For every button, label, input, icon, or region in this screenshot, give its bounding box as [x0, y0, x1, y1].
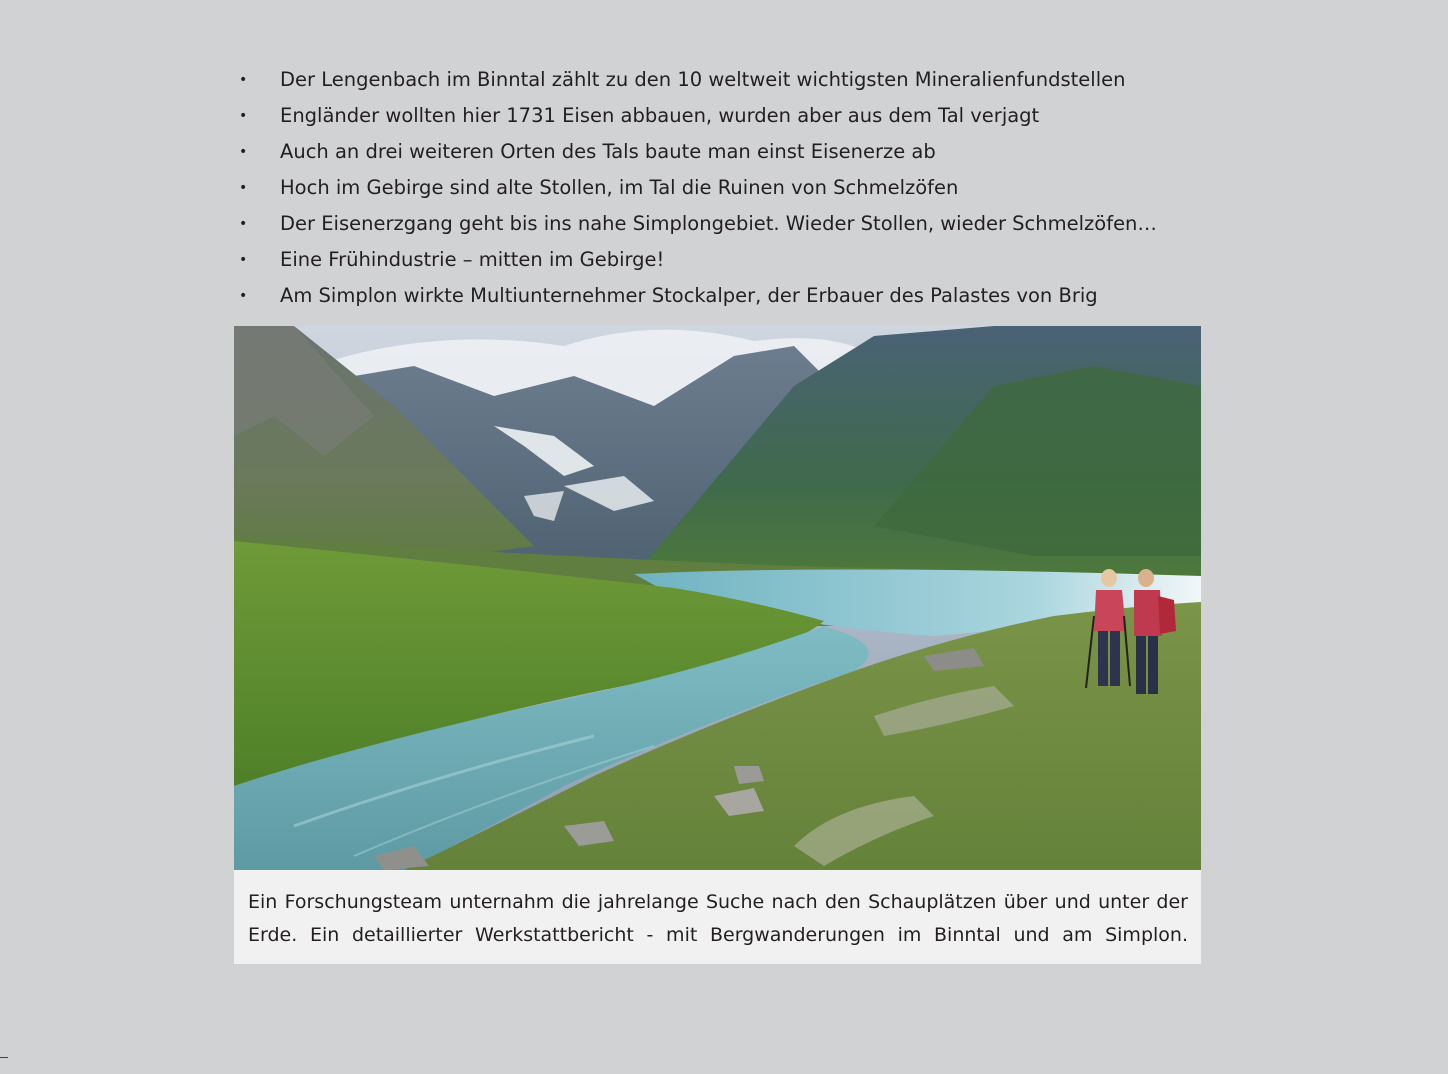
bullet-text: Eine Frühindustrie – mitten im Gebirge!: [280, 248, 665, 271]
caption-text: Ein Forschungsteam unternahm die jahrelange Suche nach den Schauplätzen über und unter der Erde. Ein detaillierter Werkstattbericht - mit Bergwanderungen im Binntal und am Simplon.: [248, 891, 1188, 946]
bullet-item: [234, 278, 1214, 314]
bullet-symbol: •: [239, 72, 248, 88]
mountain-lake-illustration: [234, 326, 1201, 870]
bullet-list: [234, 62, 1214, 314]
bullet-item: [234, 206, 1214, 242]
bullet-symbol: •: [239, 180, 248, 196]
bullet-item: [234, 62, 1214, 98]
bullet-item: [234, 170, 1214, 206]
bullet-symbol: •: [239, 216, 248, 232]
bullet-item: [234, 98, 1214, 134]
bullet-text: Auch an drei weiteren Orten des Tals baute man einst Eisenerze ab: [280, 140, 936, 163]
bullet-symbol: •: [239, 288, 248, 304]
bullet-symbol: •: [239, 108, 248, 124]
bullet-text: Der Eisenerzgang geht bis ins nahe Simplongebiet. Wieder Stollen, wieder Schmelzöfen…: [280, 212, 1157, 235]
bullet-text: Engländer wollten hier 1731 Eisen abbauen, wurden aber aus dem Tal verjagt: [280, 104, 1040, 127]
photo-caption: [234, 870, 1201, 964]
bullet-text: Hoch im Gebirge sind alte Stollen, im Tal die Ruinen von Schmelzöfen: [280, 176, 959, 199]
landscape-photo: [234, 326, 1201, 870]
bullet-item: [234, 242, 1214, 278]
bullet-symbol: •: [239, 144, 248, 160]
bullet-symbol: •: [239, 252, 248, 268]
bullet-item: [234, 134, 1214, 170]
bullet-text: Der Lengenbach im Binntal zählt zu den 10 weltweit wichtigsten Mineralienfundstellen: [280, 68, 1126, 91]
bullet-text: Am Simplon wirkte Multiunternehmer Stockalper, der Erbauer des Palastes von Brig: [280, 284, 1098, 307]
crop-mark: [0, 1057, 8, 1058]
